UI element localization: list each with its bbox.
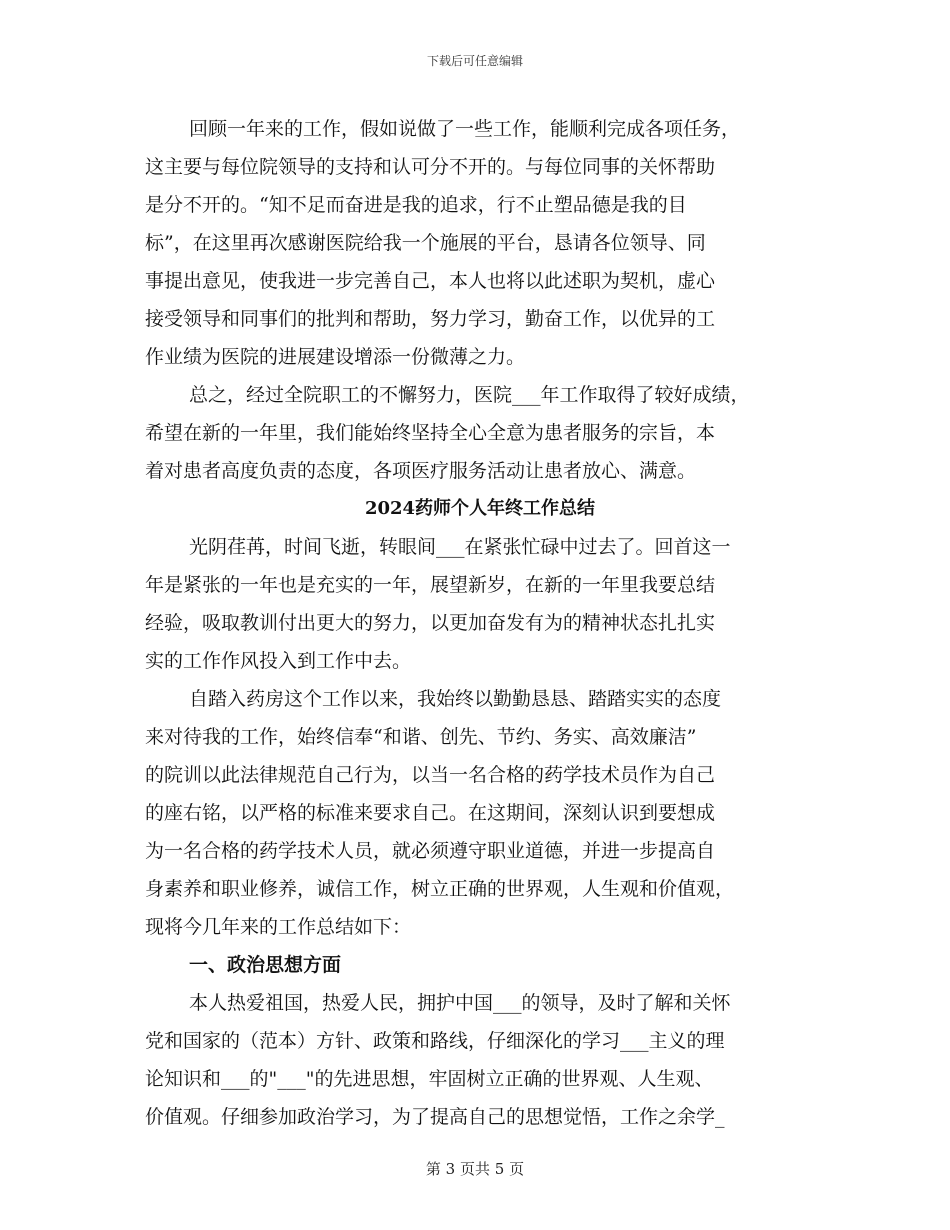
paragraph-line: 党和国家的（范本）方针、政策和路线，仔细深化的学习___主义的理 (145, 1030, 725, 1052)
paragraph-line: 作业绩为医院的进展建设增添一份微薄之力。 (145, 346, 526, 368)
paragraph-line: 身素养和职业修养，诚信工作，树立正确的世界观，人生观和价值观， (145, 878, 735, 900)
section-heading: 一、政治思想方面 (189, 954, 342, 976)
paragraph-line: 着对患者高度负责的态度，各项医疗服务活动让患者放心、满意。 (145, 460, 697, 482)
paragraph-line: 希望在新的一年里，我们能始终坚持全心全意为患者服务的宗旨，本 (145, 422, 716, 444)
paragraph-line: 回顾一年来的工作，假如说做了一些工作，能顺利完成各项任务， (189, 118, 741, 140)
paragraph-line: 标”，在这里再次感谢医院给我一个施展的平台，恳请各位领导、同 (145, 232, 706, 254)
paragraph-line: 现将今几年来的工作总结如下： (145, 916, 412, 938)
paragraph-line: 的院训以此法律规范自己行为，以当一名合格的药学技术员作为自己 (145, 764, 716, 786)
paragraph-line: 总之，经过全院职工的不懈努力，医院___年工作取得了较好成绩， (189, 384, 750, 406)
paragraph-line: 实的工作作风投入到工作中去。 (145, 650, 412, 672)
paragraph-line: 事提出意见，使我进一步完善自己，本人也将以此述职为契机，虚心 (145, 270, 716, 292)
paragraph-line: 自踏入药房这个工作以来，我始终以勤勤恳恳、踏踏实实的态度 (189, 688, 722, 710)
paragraph-line: 是分不开的。“知不足而奋进是我的追求，行不止塑品德是我的目 (145, 194, 687, 216)
page-number-footer: 第 3 页共 5 页 (425, 1160, 525, 1178)
paragraph-line: 经验，吸取教训付出更大的努力，以更加奋发有为的精神状态扎扎实 (145, 612, 716, 634)
paragraph-line: 的座右铭，以严格的标准来要求自己。在这期间，深刻认识到要想成 (145, 802, 716, 824)
document-body (145, 110, 815, 1136)
paragraph-line: 为一名合格的药学技术人员，就必须遵守职业道德，并进一步提高自 (145, 840, 716, 862)
paragraph-line: 这主要与每位院领导的支持和认可分不开的。与每位同事的关怀帮助 (145, 156, 716, 178)
paragraph-line: 光阴荏苒，时间飞逝，转眼间___在紧张忙碌中过去了。回首这一 (189, 536, 731, 558)
page-header: 下载后可任意编辑 (426, 54, 523, 68)
paragraph-line: 接受领导和同事们的批判和帮助，努力学习，勤奋工作，以优异的工 (145, 308, 716, 330)
document-title: 2024药师个人年终工作总结 (364, 498, 596, 519)
paragraph-line: 来对待我的工作，始终信奉“和谐、创先、节约、务实、高效廉洁” (145, 726, 697, 748)
paragraph-line: 价值观。仔细参加政治学习，为了提高自己的思想觉悟，工作之余学_ (145, 1106, 725, 1128)
paragraph-line: 论知识和___的"___"的先进思想，牢固树立正确的世界观、人生观、 (145, 1068, 714, 1090)
paragraph-line: 本人热爱祖国，热爱人民，拥护中国___的领导，及时了解和关怀 (189, 992, 731, 1014)
paragraph-line: 年是紧张的一年也是充实的一年，展望新岁，在新的一年里我要总结 (145, 574, 716, 596)
